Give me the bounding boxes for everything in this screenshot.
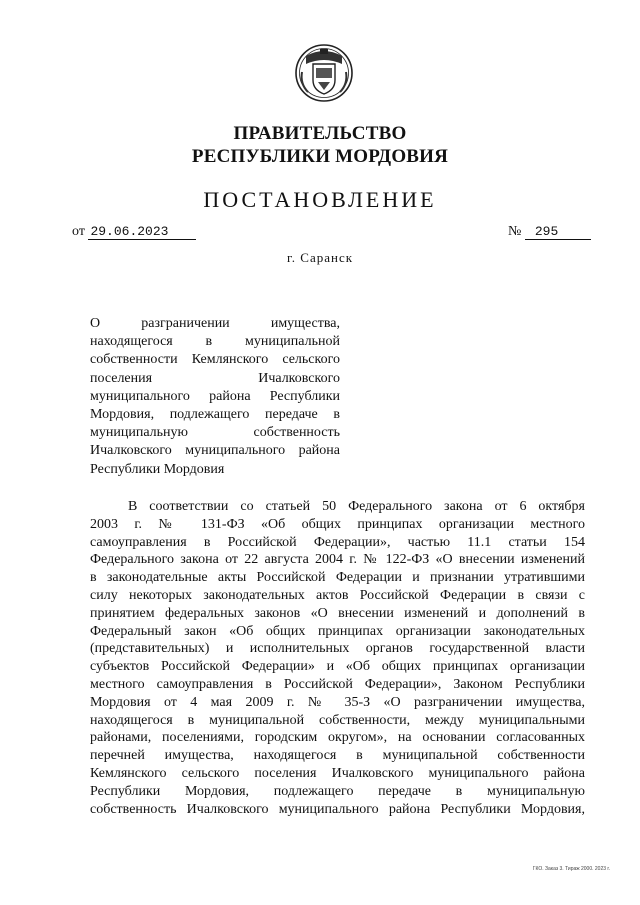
number-value: 295 <box>525 225 591 240</box>
coat-of-arms-icon <box>294 42 354 104</box>
body-line: силу некоторых законодательных актов Российской Федерации в связи с <box>90 587 585 603</box>
document-type: ПОСТАНОВЛЕНИЕ <box>203 187 437 212</box>
print-note: ГКО. Заказ 3. Тираж 2000. 2023 г. <box>532 866 610 872</box>
subject-line: поселения Ичалковского <box>90 370 340 386</box>
org-name-line1: ПРАВИТЕЛЬСТВО <box>233 123 407 144</box>
body-line: Республики Мордовия, подлежащего передаче в муниципальную <box>90 783 585 799</box>
subject-line: Ичалковского муниципального района <box>90 443 340 459</box>
body-line: Мордовия от 4 мая 2009 г. № 35-З «О разграничении имущества, <box>90 694 585 710</box>
body-line: (представительных) и исполнительных органов государственной власти <box>90 641 585 657</box>
subject-line: собственности Кемлянского сельского <box>90 352 340 368</box>
subject-line: Республики Мордовия <box>90 461 225 477</box>
body-line: в законодательные акты Российской Федерации и признании утратившими <box>90 570 585 586</box>
subject-block <box>90 315 340 479</box>
body-line: В соответствии со статьей 50 Федерального закона от 6 октября <box>128 499 585 514</box>
subject-line: Мордовия, подлежащего передаче в <box>90 407 340 423</box>
body-line: находящегося в муниципальной собственности, между муниципальными <box>90 712 585 728</box>
body-line: Федеральный закон «Об общих принципах организации законодательных <box>90 623 585 639</box>
body-line: 2003 г. № 131-ФЗ «Об общих принципах организации местного <box>90 516 585 532</box>
subject-line: О разграничении имущества, <box>90 316 340 331</box>
date-field <box>72 224 196 240</box>
number-prefix: № <box>508 224 522 239</box>
city: г. Саранск <box>286 250 354 265</box>
date-value: 29.06.2023 <box>88 225 196 240</box>
subject-line: муниципальную собственность <box>90 425 340 441</box>
body-line: субъектов Российской Федерации» и «Об общих принципах организации <box>90 659 585 675</box>
subject-line: находящегося в муниципальной <box>90 334 340 350</box>
body-line: перечней имущества, находящегося в муниципальной собственности <box>90 748 585 764</box>
body-line: собственность Ичалковского муниципального района Республики Мордовия, <box>90 801 585 817</box>
number-field <box>508 224 591 240</box>
body-line: районами, поселениями, городским округом», на основании согласованных <box>90 730 585 746</box>
body-line: самоуправления в Российской Федерации», частью 11.1 статьи 154 <box>90 534 585 550</box>
body-line: принятием федеральных законов «О внесении изменений и дополнений в <box>90 605 585 621</box>
body-line: местного самоуправления в Российской Федерации», Законом Республики <box>90 676 585 692</box>
body-paragraph <box>90 498 585 818</box>
date-prefix: от <box>72 224 85 239</box>
body-line: Кемлянского сельского поселения Ичалковского муниципального района <box>90 765 585 781</box>
body-line: Федерального закона от 22 августа 2004 г. № 122-ФЗ «О внесении изменений <box>90 552 585 568</box>
org-name-line2: РЕСПУБЛИКИ МОРДОВИЯ <box>191 146 449 167</box>
subject-line: муниципального района Республики <box>90 388 340 404</box>
